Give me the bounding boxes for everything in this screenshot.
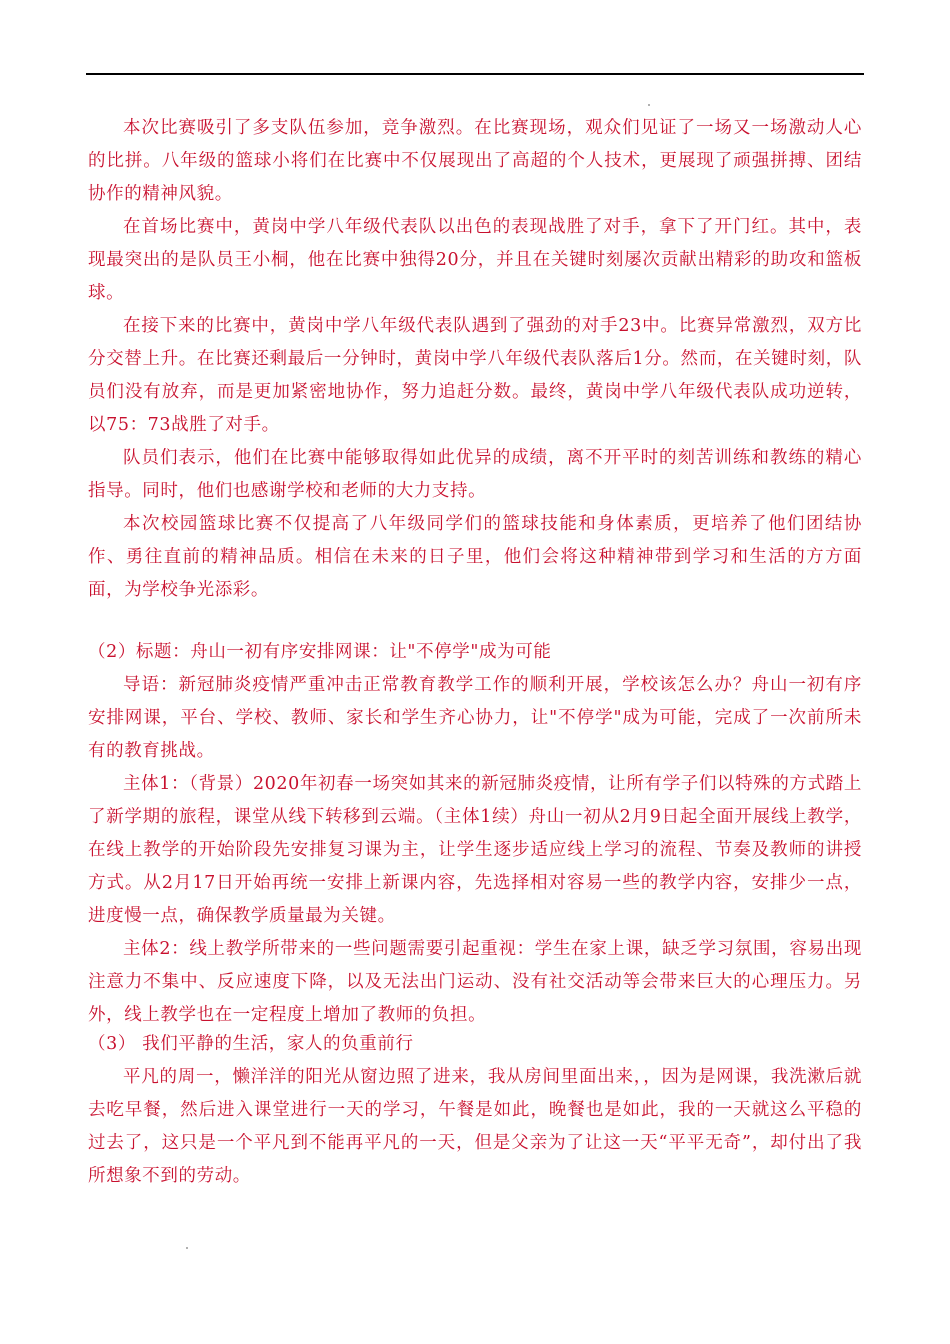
paragraph: 队员们表示，他们在比赛中能够取得如此优异的成绩，离不开平时的刻苦训练和教练的精心指导。同时，他们也感谢学校和老师的大力支持。 — [88, 448, 862, 501]
section-2-heading: （2）标题：舟山一初有序安排网课：让"不停学"成为可能 — [88, 642, 552, 662]
header-rule — [86, 73, 864, 75]
section-3-heading: （3） 我们平静的生活，家人的负重前行 — [88, 1034, 414, 1054]
paragraph: 本次校园篮球比赛不仅提高了八年级同学们的篮球技能和身体素质，更培养了他们团结协作、勇往直前的精神品质。相信在未来的日子里，他们会将这种精神带到学习和生活的方方面面，为学校争光添彩。 — [88, 514, 862, 600]
paragraph: 主体2：线上教学所带来的一些问题需要引起重视：学生在家上课，缺乏学习氛围，容易出现注意力不集中、反应速度下降，以及无法出门运动、没有社交活动等会带来巨大的心理压力。另外，线上教学也在一定程度上增加了教师的负担。 — [88, 939, 862, 1025]
paragraph: 主体1：（背景）2020年初春一场突如其来的新冠肺炎疫情，让所有学子们以特殊的方式踏上了新学期的旅程，课堂从线下转移到云端。（主体1续）舟山一初从2月9日起全面开展线上教学，在线上教学的开始阶段先安排复习课为主，让学生逐步适应线上学习的流程、节奏及教师的讲授方式。从2月17日开始再统一安排上新课内容，先选择相对容易一些的教学内容，安排少一点，进度慢一点，确保教学质量最为关键。 — [88, 774, 862, 926]
paragraph: 在首场比赛中，黄岗中学八年级代表队以出色的表现战胜了对手，拿下了开门红。其中，表现最突出的是队员王小桐，他在比赛中独得20分，并且在关键时刻屡次贡献出精彩的助攻和篮板球。 — [88, 217, 862, 303]
paragraph: 导语：新冠肺炎疫情严重冲击正常教育教学工作的顺利开展，学校该怎么办？舟山一初有序安排网课，平台、学校、教师、家长和学生齐心协力，让"不停学"成为可能，完成了一次前所未有的教育挑战。 — [88, 675, 862, 761]
body-text — [88, 112, 862, 1193]
paragraph: 在接下来的比赛中，黄岗中学八年级代表队遇到了强劲的对手23中。比赛异常激烈，双方比分交替上升。在比赛还剩最后一分钟时，黄岗中学八年级代表队落后1分。然而，在关键时刻，队员们没有放弃，而是更加紧密地协作，努力追赶分数。最终，黄岗中学八年级代表队成功逆转，以75：73战胜了对手。 — [88, 316, 862, 435]
scan-speck — [648, 104, 650, 106]
scan-speck — [186, 1247, 188, 1249]
paragraph: 本次比赛吸引了多支队伍参加，竞争激烈。在比赛现场，观众们见证了一场又一场激动人心的比拼。八年级的篮球小将们在比赛中不仅展现出了高超的个人技术，更展现了顽强拼搏、团结协作的精神风貌。 — [88, 118, 862, 204]
section-gap — [88, 607, 862, 636]
paragraph: 平凡的周一，懒洋洋的阳光从窗边照了进来，我从房间里面出来，，因为是网课，我洗漱后就去吃早餐，然后进入课堂进行一天的学习，午餐是如此，晚餐也是如此，我的一天就这么平稳的过去了，这只是一个平凡到不能再平凡的一天，但是父亲为了让这一天“平平无奇”，却付出了我所想象不到的劳动。 — [88, 1067, 862, 1186]
